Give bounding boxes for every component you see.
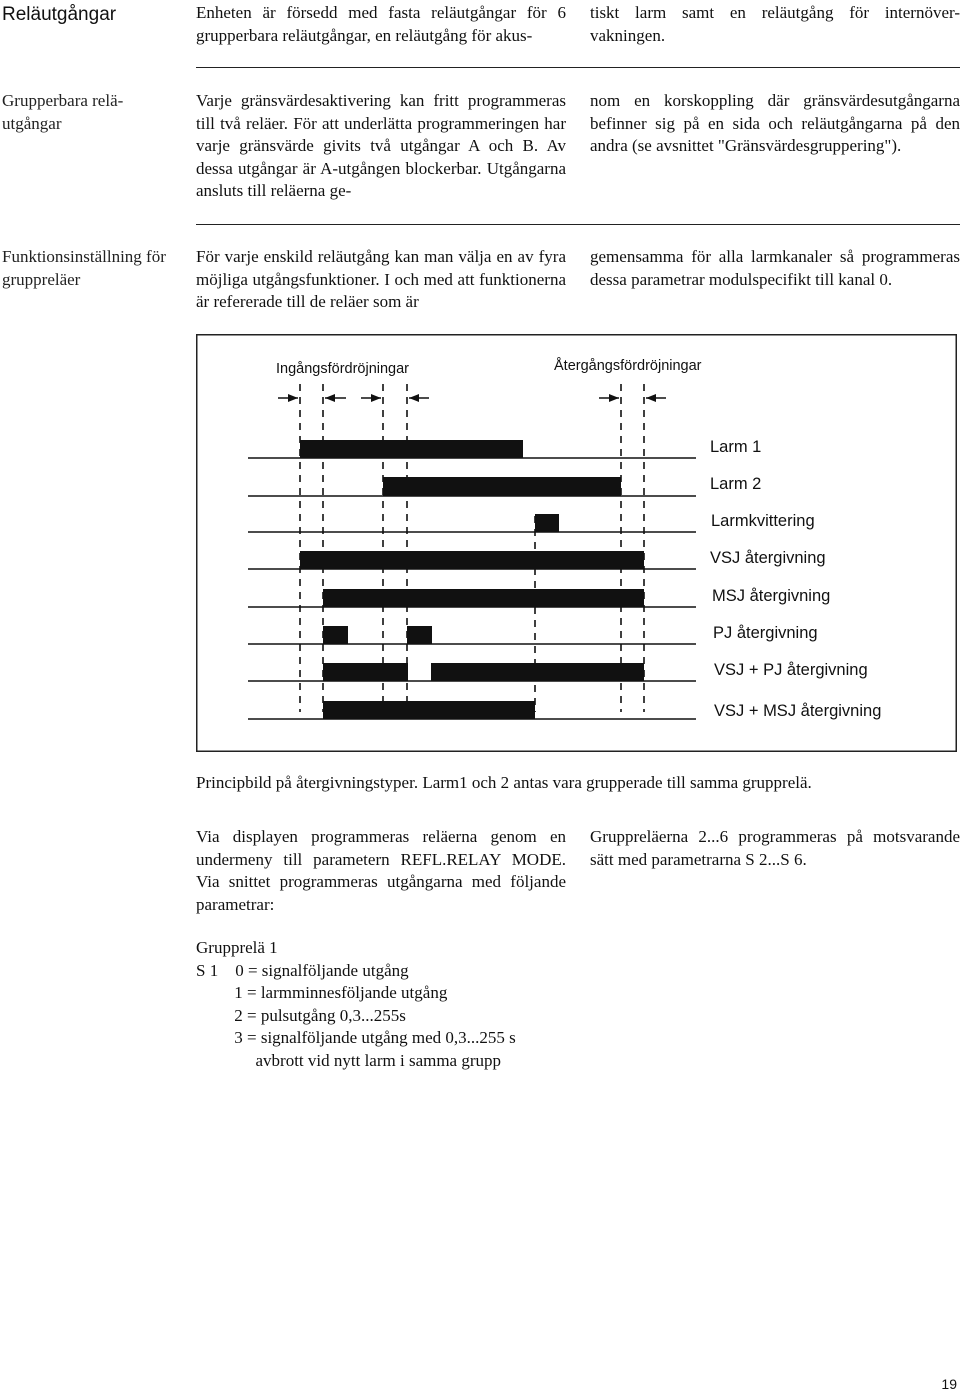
- signal-label: VSJ + MSJ återgivning: [714, 702, 882, 720]
- figure-caption: Principbild på återgivningstyper. Larm1 och 2 antas vara grupperade till samma grupprelä.: [196, 773, 812, 792]
- page-heading: Reläutgångar: [2, 4, 117, 25]
- parameter-line: 2 = pulsutgång 0,3...255s: [196, 1005, 406, 1025]
- section-label-grouped-relays: Grupperbara relä-utgångar: [2, 91, 124, 133]
- parameter-line: 3 = signalföljande utgång med 0,3...255 s: [196, 1028, 516, 1047]
- signal-label: PJ återgivning: [713, 624, 818, 642]
- section-text-col1: Varje gränsvärdesaktivering kan fritt programmeras till två reläer. För att underlätta programmeringen har varje gränsvärde givits två utgångar A och B. Av dessa utgångar är A-utgången blockerbar. Utgångarna ansluts till reläerna ge-: [196, 91, 566, 200]
- pulse-vsj: [300, 551, 644, 569]
- programming-text-col1: Via displayen programmeras reläerna genom en undermeny till parametern REFL.RELAY MODE. Via snittet programmeras utgångarna med följande parametrar:: [196, 827, 566, 914]
- programming-text-col2: Gruppreläerna 2...6 programmeras på motsvarande sätt med parametrarna S 2...S 6.: [590, 827, 960, 869]
- parameter-list: [196, 937, 576, 1072]
- diagram-frame: [197, 335, 957, 752]
- signal-label: VSJ återgivning: [710, 549, 826, 567]
- signal-pulses: [300, 440, 644, 719]
- timing-diagram: [196, 334, 957, 752]
- pulse-vsj-msj: [323, 701, 535, 719]
- return-delays-label: Återgångsfördröjningar: [554, 358, 702, 374]
- signal-label: MSJ återgivning: [712, 587, 831, 605]
- pulse-vsj-pj-1: [323, 663, 408, 681]
- pulse-pj-2: [407, 626, 432, 644]
- section-label-function-setting: Funktionsinställning för gruppreläer: [2, 247, 166, 289]
- section-text-col2: gemensamma för alla larmkanaler så programmeras dessa parametrar modulspecifikt till kanal 0.: [590, 247, 960, 289]
- intro-text-col2: tiskt larm samt en reläutgång för internöver-vakningen.: [590, 3, 960, 45]
- page-number: 19: [941, 1376, 957, 1392]
- pulse-larm1: [300, 440, 523, 458]
- signal-label: Larmkvittering: [711, 512, 815, 530]
- pulse-acknowledge: [535, 514, 559, 532]
- timing-markers: [300, 384, 644, 712]
- signal-label: Larm 2: [710, 475, 762, 493]
- signal-label: VSJ + PJ återgivning: [714, 661, 868, 679]
- intro-text-col1: Enheten är försedd med fasta reläutgångar för 6 grupperbara reläutgångar, en reläutgång för akus-: [196, 3, 566, 45]
- parameter-line: avbrott vid nytt larm i samma grupp: [196, 1050, 502, 1070]
- pulse-msj: [323, 589, 644, 607]
- pulse-pj-1: [323, 626, 348, 644]
- parameter-line: S 1 0 = signalföljande utgång: [196, 960, 409, 980]
- parameter-line: 1 = larmminnesföljande utgång: [196, 983, 448, 1002]
- section-divider: [196, 224, 960, 225]
- section-text-col2: nom en korskoppling där gränsvärdesutgångarna befinner sig på en sida och reläutgångarna på den andra (se avsnittet "Gränsvärdesgruppering").: [590, 91, 960, 155]
- input-delays-label: Ingångsfördröjningar: [276, 361, 410, 377]
- section-divider: [196, 67, 960, 68]
- parameter-list-title: Grupprelä 1: [196, 938, 278, 957]
- section-text-col1: För varje enskild reläutgång kan man välja en av fyra möjliga utgångsfunktioner. I och med att funktionerna är refererade till de reläer som är: [196, 247, 566, 311]
- pulse-larm2: [383, 477, 621, 496]
- pulse-vsj-pj-2: [431, 663, 644, 681]
- signal-label: Larm 1: [710, 438, 762, 456]
